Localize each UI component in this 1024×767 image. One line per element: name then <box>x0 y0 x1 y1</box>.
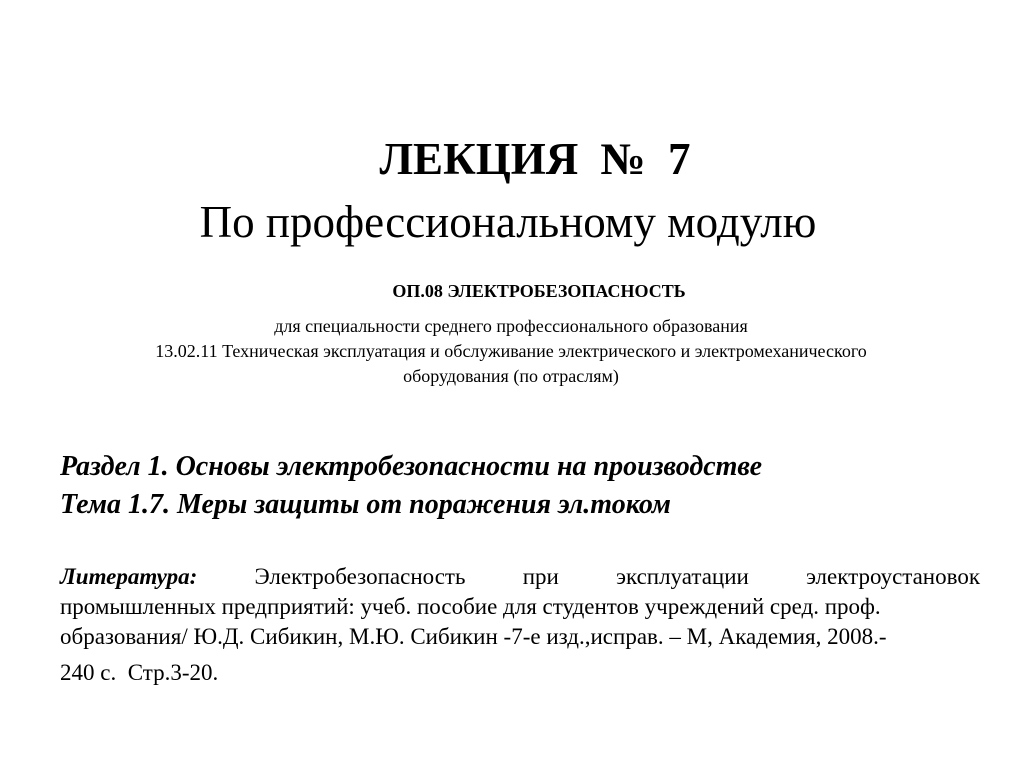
literature-block <box>60 562 980 688</box>
specialty-line-2: оборудования (по отраслям) <box>403 366 619 386</box>
section-heading: Раздел 1. Основы электробезопасности на производстве <box>60 451 763 482</box>
specialty-line-1: 13.02.11 Техническая эксплуатация и обслуживание электрического и электромеханического <box>155 341 867 361</box>
lecture-title <box>0 131 1024 187</box>
literature-word: при <box>522 564 559 589</box>
literature-word: эксплуатации <box>616 564 749 589</box>
course-name: ОП.08 ЭЛЕКТРОБЕЗОПАСНОСТЬ <box>392 281 686 301</box>
literature-line-3: образования/ Ю.Д. Сибикин, М.Ю. Сибикин -7-е изд.,исправ. – М, Академия, 2008.- <box>60 624 887 649</box>
literature-word: электроустановок <box>806 564 980 589</box>
literature-word: Электробезопасность <box>254 564 466 589</box>
literature-pages: 240 с. Стр.3-20. <box>60 660 219 685</box>
lecture-title-prefix: ЛЕКЦИЯ <box>379 134 579 184</box>
specialty-intro: для специальности среднего профессионального образования <box>274 316 748 336</box>
topic-heading: Тема 1.7. Меры защиты от поражения эл.током <box>60 489 671 520</box>
specialty-block <box>30 314 992 389</box>
lecture-number: № 7 <box>600 134 691 184</box>
literature-line-1 <box>60 562 980 592</box>
lecture-subtitle: По профессиональному модулю <box>199 197 817 247</box>
literature-label: Литература: <box>60 564 198 589</box>
literature-line-2: промышленных предприятий: учеб. пособие для студентов учреждений сред. проф. <box>60 594 881 619</box>
